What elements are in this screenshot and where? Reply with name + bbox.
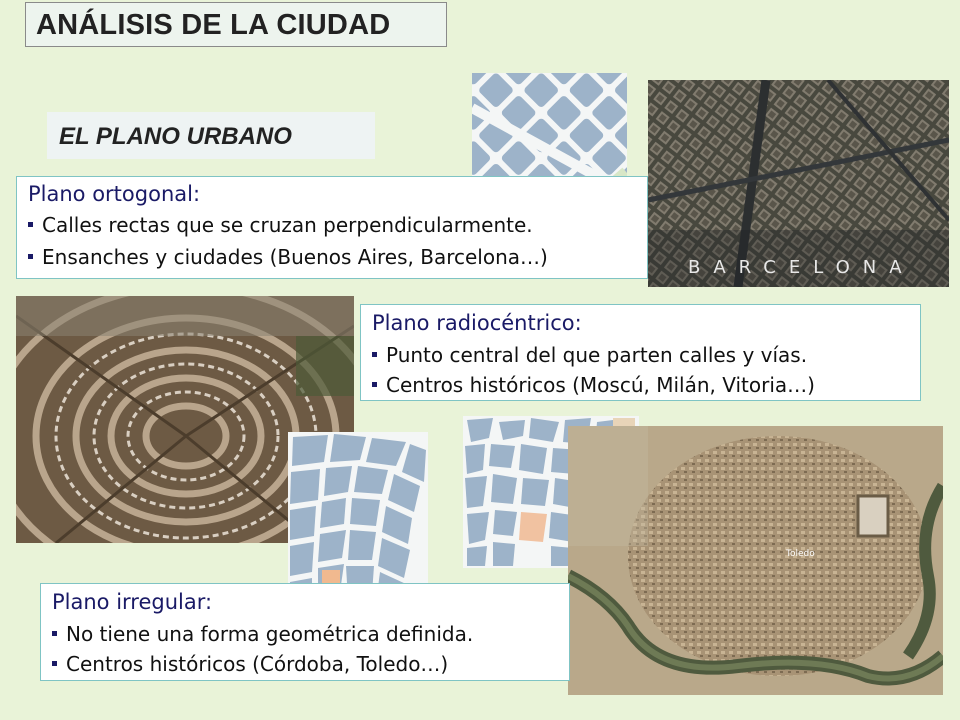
toledo-aerial-photo <box>568 426 943 695</box>
ortogonal-heading: Plano ortogonal: <box>28 182 201 206</box>
radiocentric-map-image <box>288 432 428 605</box>
barcelona-aerial-photo <box>648 80 949 287</box>
section-subtitle-box <box>47 112 375 159</box>
bullet-square-icon <box>372 352 377 357</box>
irregular-bullet-1: No tiene una forma geométrica definida. <box>52 622 473 646</box>
radiocentrico-bullet-2: Centros históricos (Moscú, Milán, Vitoria…) <box>372 373 815 397</box>
page-title: ANÁLISIS DE LA CIUDAD <box>36 9 391 41</box>
bullet-square-icon <box>28 222 33 227</box>
bullet-square-icon <box>28 254 33 259</box>
barcelona-label: BARCELONA <box>688 257 915 278</box>
radiocentrico-textbox <box>360 304 921 401</box>
bullet-square-icon <box>372 382 377 387</box>
ortogonal-textbox <box>16 176 648 279</box>
section-subtitle: EL PLANO URBANO <box>59 123 292 150</box>
irregular-bullet-2: Centros históricos (Córdoba, Toledo…) <box>52 652 448 676</box>
radiocentrico-heading: Plano radiocéntrico: <box>372 311 582 335</box>
bullet-square-icon <box>52 631 57 636</box>
page-title-box <box>25 2 447 47</box>
ortogonal-bullet-2: Ensanches y ciudades (Buenos Aires, Barcelona…) <box>28 245 548 269</box>
radiocentrico-bullet-1: Punto central del que parten calles y vías. <box>372 343 807 367</box>
irregular-textbox <box>40 583 570 681</box>
ortogonal-bullet-1: Calles rectas que se cruzan perpendicularmente. <box>28 213 533 237</box>
bullet-square-icon <box>52 661 57 666</box>
toledo-label: Toledo <box>786 549 815 559</box>
irregular-heading: Plano irregular: <box>52 590 213 614</box>
